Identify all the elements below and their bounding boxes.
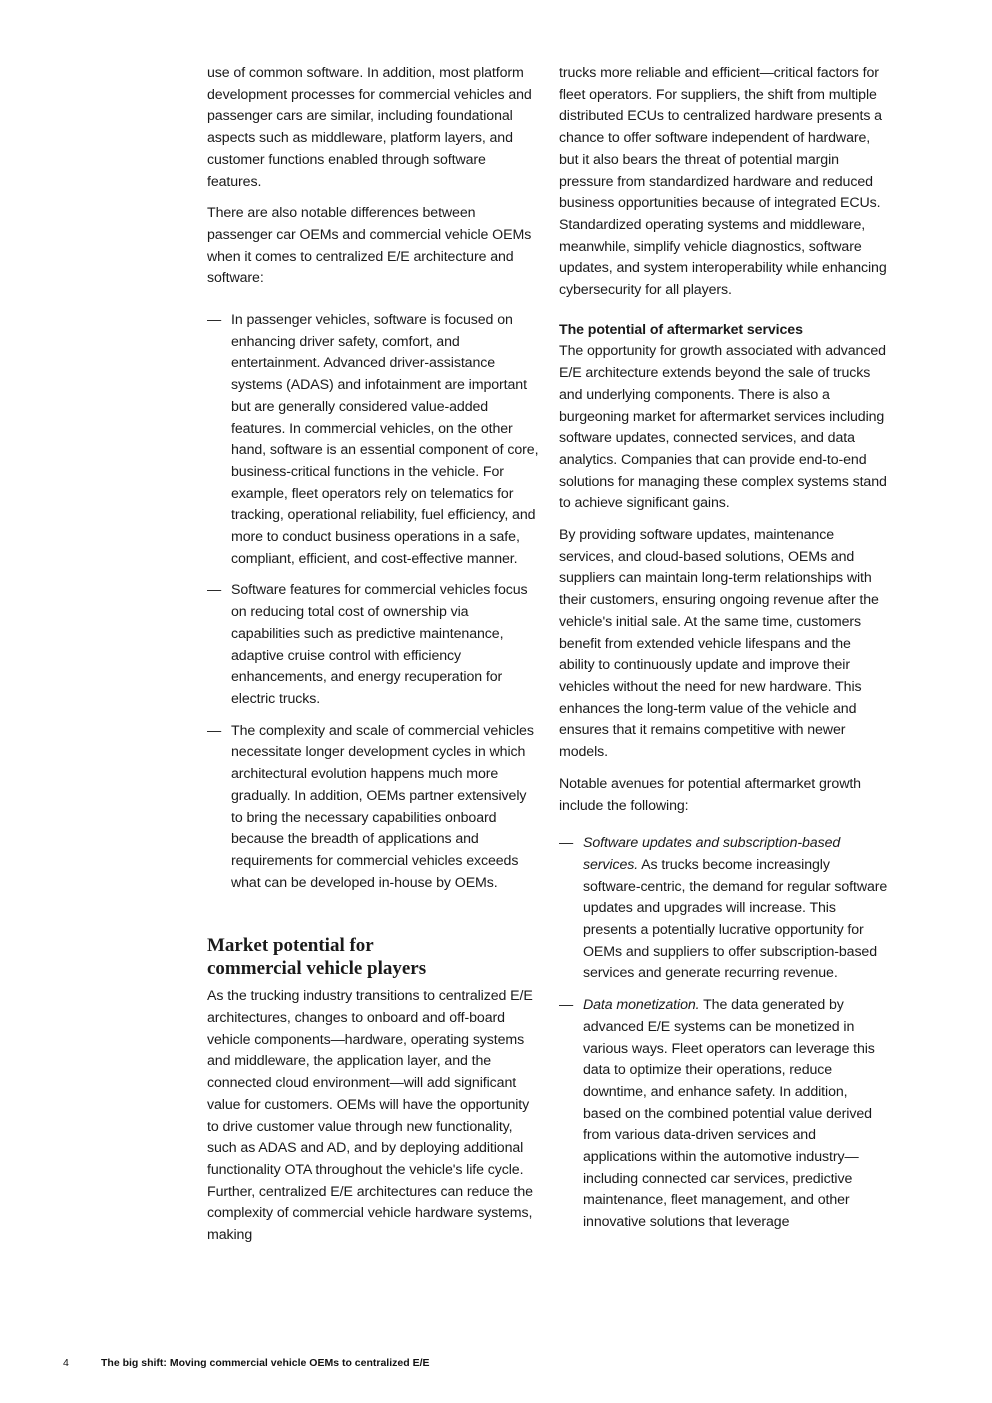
- dash-bullet: —: [559, 835, 574, 852]
- document-title: The big shift: Moving commercial vehicle OEMs to centralized E/E: [101, 1357, 430, 1369]
- right-column: [559, 63, 889, 1244]
- dash-bullet: —: [207, 722, 222, 739]
- list-item: [207, 721, 539, 895]
- section-heading-line-1: Market potential for: [207, 935, 374, 957]
- subheading: The potential of aftermarket services: [559, 321, 803, 338]
- aftermarket-paragraph-2: By providing software updates, maintenance services, and cloud-based solutions, OEMs and suppliers can maintain long-term relationships with their customers, ensuring ongoing revenue after the vehicle's initial sale. At the same time, customers benefit from extended vehicle lifespans and the ability to continuously update and improve their vehicles without the need for new hardware. This enhances the long-term value of the vehicle and ensures that it remains competitive with newer models.: [559, 527, 879, 761]
- list-item-text: The complexity and scale of commercial vehicles necessitate longer development cycles in which architectural evolution happens much more gradually. In addition, OEMs partner extensively to bring the necessary capabilities onboard because the breadth of applications and requirements for commercial vehicles exceeds what can be developed in-house by OEMs.: [231, 722, 534, 891]
- aftermarket-paragraph-1: The opportunity for growth associated with advanced E/E architecture extends beyond the sale of trucks and underlying components. There is also a burgeoning market for aftermarket services including software updates, connected services, and data analytics. Companies that can provide end-to-end solutions for managing these complex systems stand to achieve significant gains.: [559, 343, 887, 512]
- list-item: [207, 310, 539, 570]
- list-item-lead: Software updates and subscription-based services.: [583, 835, 841, 873]
- section-heading: [207, 934, 539, 980]
- aftermarket-list: [559, 833, 889, 1234]
- list-item: [559, 995, 889, 1234]
- aftermarket-paragraph-3: Notable avenues for potential aftermarket growth include the following:: [559, 775, 861, 814]
- list-item: [207, 580, 539, 710]
- list-item-lead: Data monetization.: [583, 997, 700, 1014]
- dash-bullet: —: [207, 582, 222, 599]
- intro-paragraph-1: use of common software. In addition, most platform development processes for commercial vehicles and passenger cars are similar, including foundational aspects such as middleware, platform layers, and customer functions enabled through software features.: [207, 65, 532, 190]
- continued-paragraph: trucks more reliable and efficient—critical factors for fleet operators. For suppliers, the shift from multiple distributed ECUs to centralized hardware presents a chance to offer software independent of hardware, but it also bears the threat of potential margin pressure from standardized hardware and reduced business opportunities because of integrated ECUs. Standardized operating systems and middleware, meanwhile, simplify vehicle diagnostics, software updates, and system interoperability while enhancing cybersecurity for all players.: [559, 65, 887, 299]
- page-number: 4: [63, 1357, 69, 1369]
- list-item: [559, 833, 889, 985]
- section-paragraph-1: As the trucking industry transitions to centralized E/E architectures, changes to onboard and off-board vehicle components—hardware, operating systems and middleware, the application layer, and the connected cloud environment—will add significant value for customers. OEMs will have the opportunity to drive customer value through new functionality, such as ADAS and AD, and by deploying additional functionality OTA throughout the vehicle's life cycle. Further, centralized E/E architectures can reduce the complexity of commercial vehicle hardware systems, making: [207, 988, 533, 1244]
- left-column: [207, 63, 539, 1257]
- section-heading-line-2: commercial vehicle players: [207, 958, 427, 980]
- dash-bullet: —: [559, 997, 574, 1014]
- list-item-text: Software features for commercial vehicles focus on reducing total cost of ownership via capabilities such as predictive maintenance, adaptive cruise control with efficiency enhancements, and energy recuperation for electric trucks.: [231, 582, 528, 707]
- differences-list: [207, 310, 539, 894]
- intro-paragraph-2: There are also notable differences between passenger car OEMs and commercial vehicle OEMs when it comes to centralized E/E architecture and software:: [207, 205, 532, 287]
- list-item-text: In passenger vehicles, software is focused on enhancing driver safety, comfort, and entertainment. Advanced driver-assistance systems (ADAS) and infotainment are important but are generally considered value-added features. In commercial vehicles, on the other hand, software is an essential component of core, business-critical functions in the vehicle. For example, fleet operators rely on telematics for tracking, operational reliability, fuel efficiency, and more to conduct business operations in a safe, compliant, efficient, and cost-effective manner.: [231, 312, 539, 567]
- list-item-text: As trucks become increasingly software-centric, the demand for regular software updates and upgrades will increase. This presents a potentially lucrative opportunity for OEMs and suppliers to offer subscription-based services and generate recurring revenue.: [583, 856, 888, 982]
- page-footer: [0, 1356, 992, 1372]
- dash-bullet: —: [207, 312, 222, 329]
- list-item-text: The data generated by advanced E/E systems can be monetized in various ways. Fleet operators can leverage this data to optimize their operations, reduce downtime, and enhance safety. In addition, based on the combined potential value derived from various data-driven services and applications within the automotive industry—including connected car services, predictive maintenance, fleet management, and other innovative solutions that leverage: [583, 997, 875, 1231]
